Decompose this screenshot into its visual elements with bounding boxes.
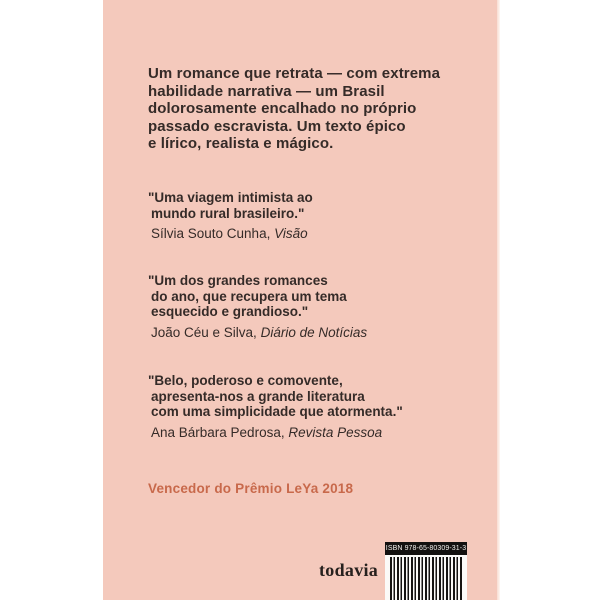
quote-attribution: [148, 425, 403, 441]
isbn-label: ISBN 978-65-80309-31-3: [385, 542, 467, 555]
reviewer-name: Ana Bárbara Pedrosa,: [151, 424, 285, 440]
review-quote-3: [148, 373, 403, 440]
quote-line: "Uma viagem intimista ao: [148, 190, 313, 205]
blurb-line: habilidade narrativa — um Brasil: [148, 82, 385, 100]
page-edge: [497, 0, 500, 600]
publisher-logo: todavia: [319, 560, 379, 580]
quote-line: mundo rural brasileiro.": [151, 205, 305, 221]
quote-attribution: [148, 325, 367, 341]
publisher-blurb: [148, 65, 440, 153]
back-cover: [103, 0, 497, 600]
quote-line: apresenta-nos a grande literatura: [151, 388, 365, 404]
quote-line: do ano, que recupera um tema: [151, 288, 347, 304]
blurb-line: dolorosamente encalhado no próprio: [148, 100, 417, 117]
publication-name: Visão: [274, 226, 308, 241]
award-line: Vencedor do Prêmio LeYa 2018: [148, 481, 354, 496]
quote-line: "Um dos grandes romances: [148, 273, 328, 288]
blurb-line: passado escravista. Um texto épico: [148, 117, 406, 135]
barcode: [385, 542, 467, 600]
publication-name: Diário de Notícias: [260, 324, 368, 340]
blurb-line: e lírico, realista e mágico.: [148, 135, 334, 152]
barcode-bars: [385, 555, 467, 600]
reviewer-name: João Céu e Silva,: [151, 324, 257, 340]
publication-name: Revista Pessoa: [288, 424, 383, 440]
quote-line: "Belo, poderoso e comovente,: [148, 373, 343, 388]
quote-line: esquecido e grandioso.": [151, 304, 309, 319]
quote-attribution: [148, 226, 313, 242]
reviewer-name: Sílvia Souto Cunha,: [151, 226, 271, 241]
quote-line: com uma simplicidade que atormenta.": [151, 404, 403, 419]
review-quote-2: [148, 273, 367, 340]
review-quote-1: [148, 190, 313, 242]
blurb-line: Um romance que retrata — com extrema: [148, 65, 441, 82]
